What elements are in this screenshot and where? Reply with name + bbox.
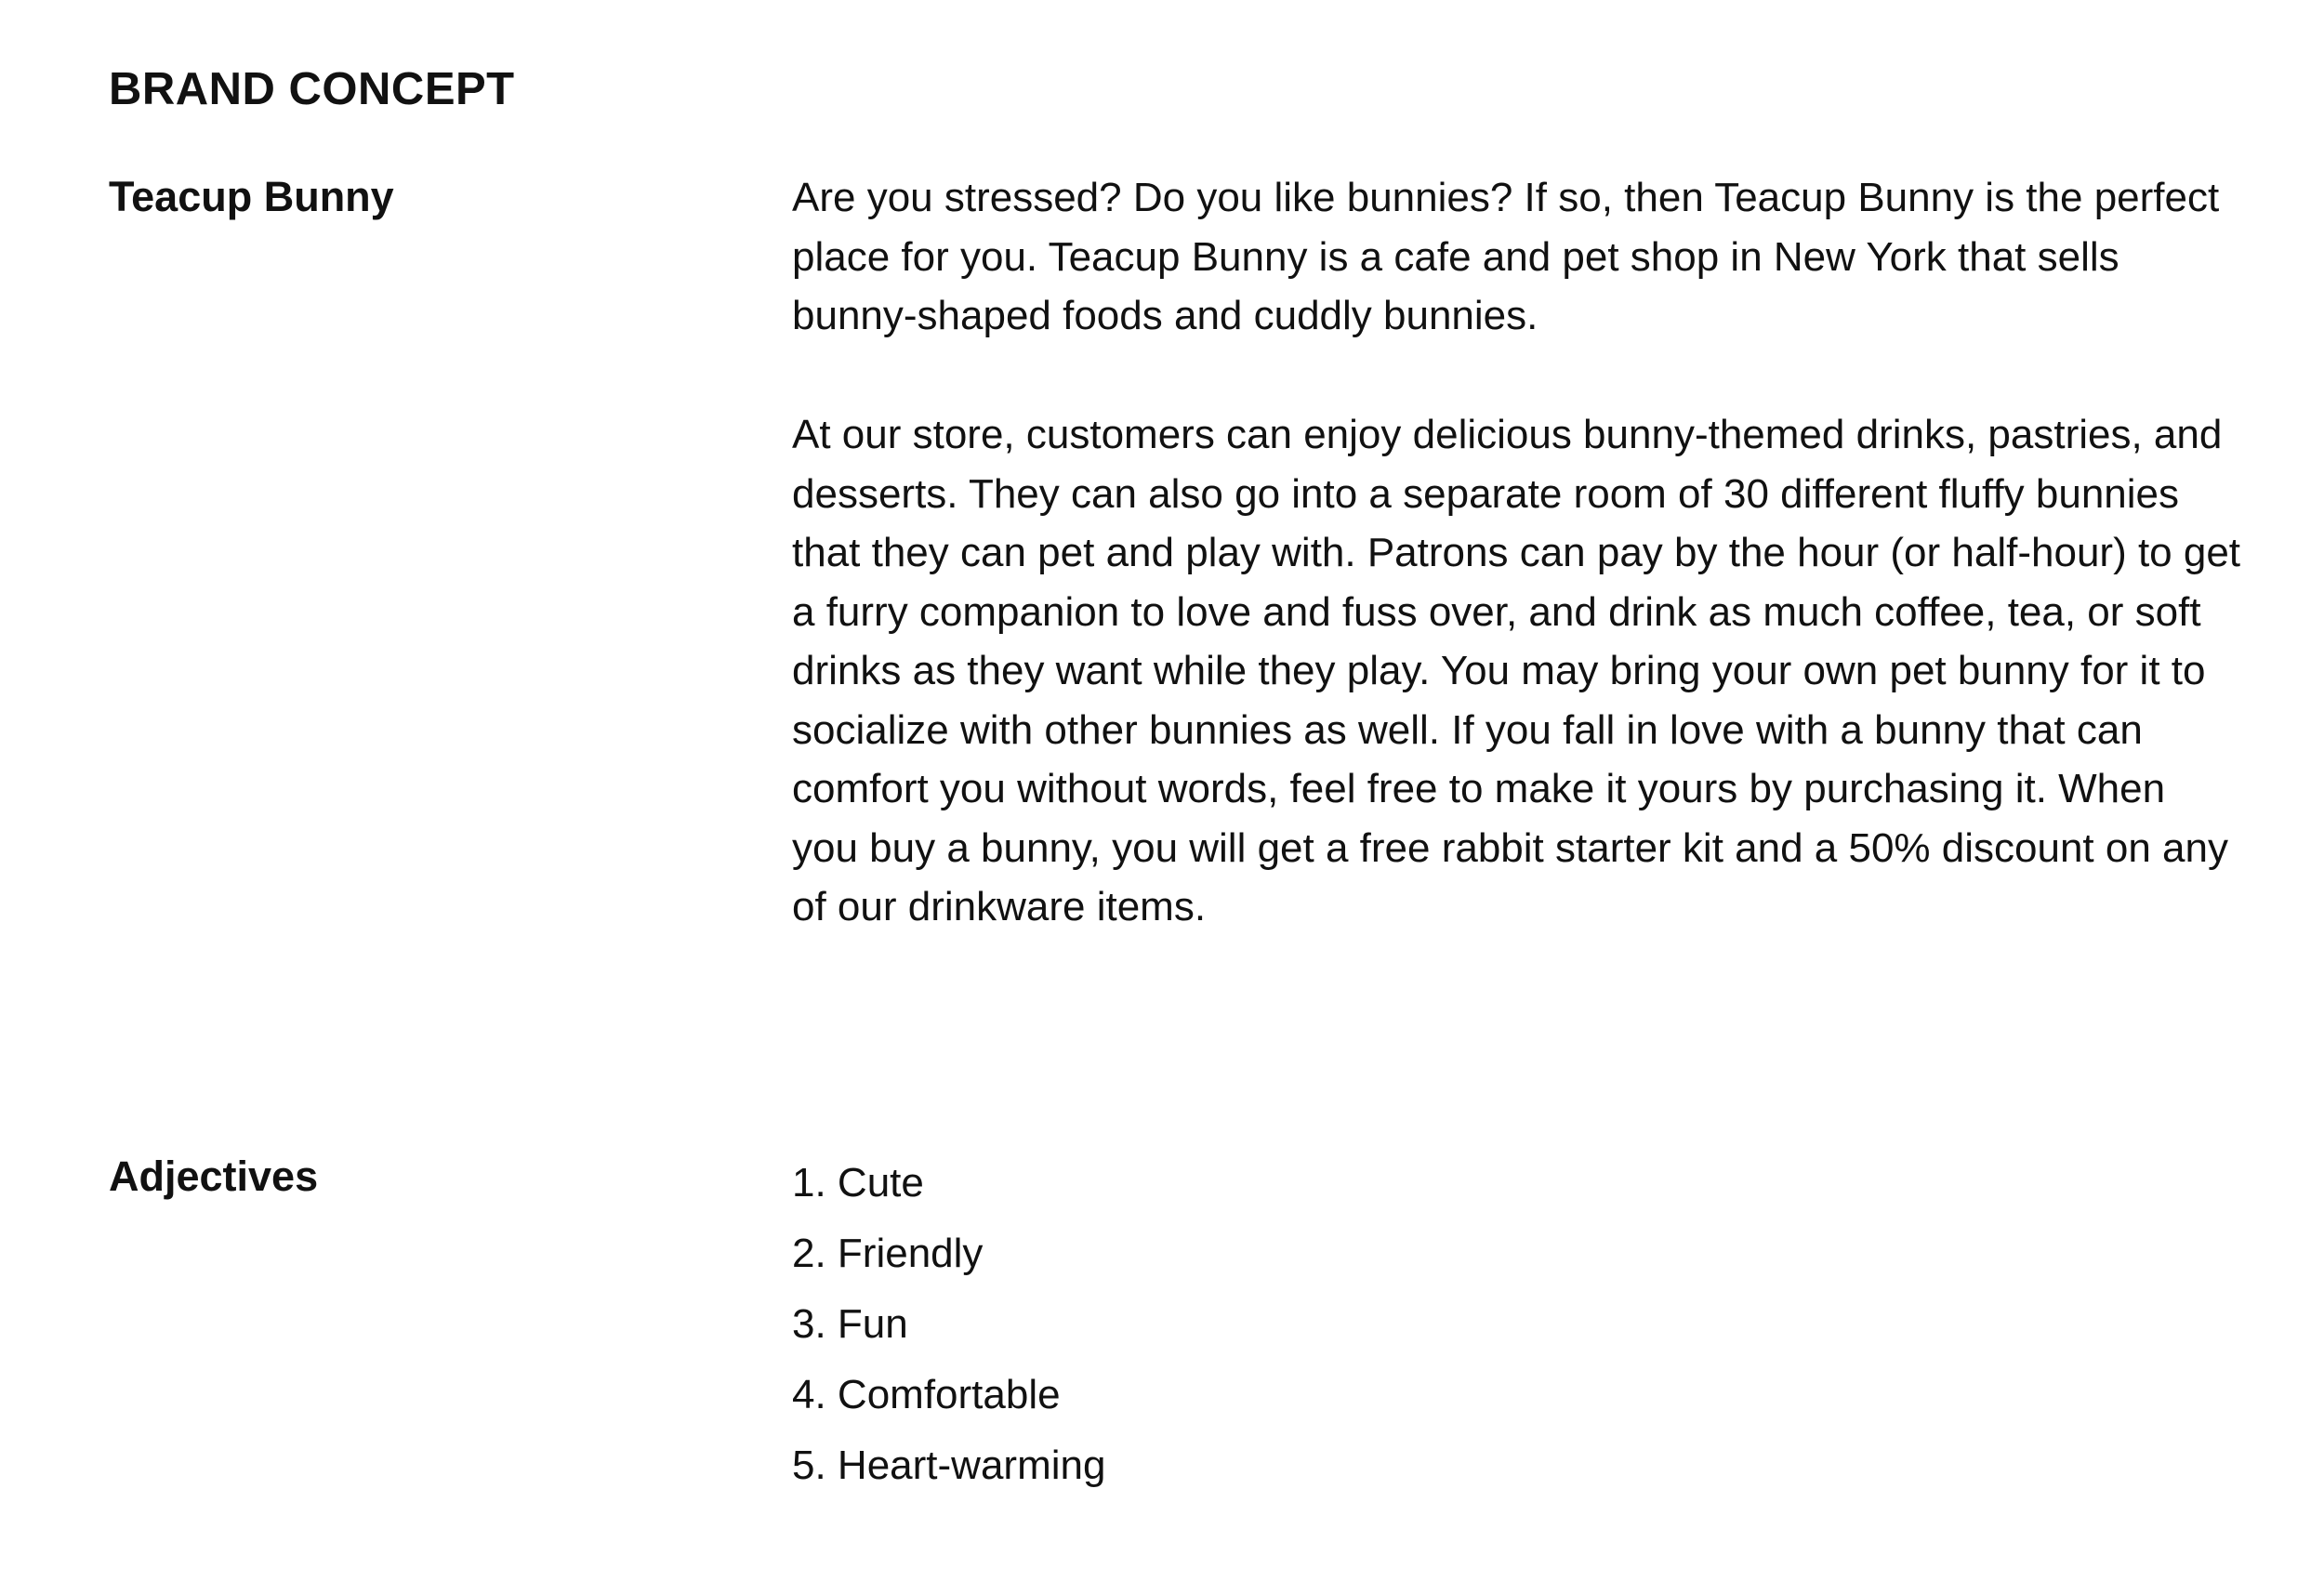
adjectives-list bbox=[792, 1148, 1105, 1501]
brand-description-intro: Are you stressed? Do you like bunnies? If so, then Teacup Bunny is the perfect place for you. Teacup Bunny is a cafe and pet shop in New York that sells bunny-shaped foods and cuddly bunnies. bbox=[792, 175, 2220, 338]
brand-name-label: Teacup Bunny bbox=[109, 173, 394, 220]
list-item: 3. Fun bbox=[792, 1301, 908, 1347]
list-item: 5. Heart-warming bbox=[792, 1443, 1106, 1488]
list-item: 1. Cute bbox=[792, 1160, 924, 1206]
list-item: 2. Friendly bbox=[792, 1231, 984, 1276]
list-item: 4. Comfortable bbox=[792, 1372, 1061, 1417]
page-title: BRAND CONCEPT bbox=[109, 64, 515, 114]
adjectives-label: Adjectives bbox=[109, 1153, 319, 1200]
brand-description-details: At our store, customers can enjoy delicious bunny-themed drinks, pastries, and desserts. They can also go into a separate room of 30 different fluffy bunnies that they can pet and play with. Patrons can pay by the hour (or half-hour) to get a furry companion to love and fuss over, and drink as much coffee, tea, or soft drinks as they want while they play. You may bring your own pet bunny for it to socialize with other bunnies as well. If you fall in love with a bunny that can comfort you without words, feel free to make it yours by purchasing it. When you buy a bunny, you will get a free rabbit starter kit and a 50% discount on any of our drinkware items. bbox=[792, 412, 2241, 929]
